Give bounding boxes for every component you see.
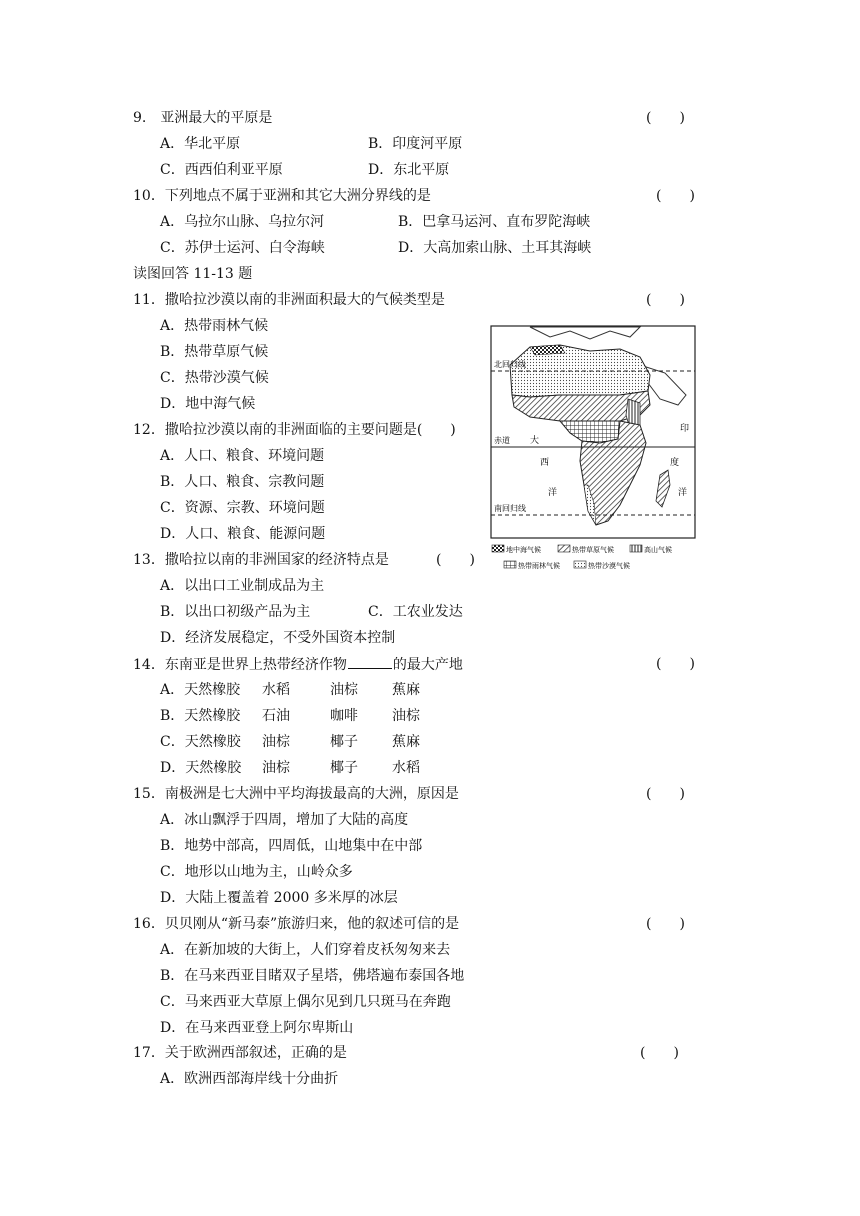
q9-option-d[interactable]: D．东北平原 [368,162,450,178]
q14-a-1: A．天然橡胶 [160,682,241,698]
legend-swatch-mediterranean [492,545,504,552]
q13-answer-paren[interactable]: ( ) [436,552,475,568]
q11-option-c[interactable]: C．热带沙漠气候 [160,370,269,386]
atlantic-label-1: 大 [530,435,540,445]
legend-savanna: 热带草原气候 [572,547,614,554]
q10-option-b[interactable]: B．巴拿马运河、直布罗陀海峡 [398,214,591,230]
q14-stem-post: 的最大产地 [392,657,463,673]
q10-option-c[interactable]: C．苏伊士运河、白令海峡 [160,240,325,256]
q14-option-c[interactable] [160,732,420,752]
q11-stem: 11．撒哈拉沙漠以南的非洲面积最大的气候类型是 [133,292,445,308]
q16-option-a[interactable]: A．在新加坡的大街上，人们穿着皮袄匆匆来去 [160,942,451,958]
q11-answer-paren[interactable]: ( ) [646,292,685,308]
legend-swatch-desert [574,561,586,568]
q14-option-d[interactable] [160,758,420,778]
indian-label-3: 洋 [678,487,688,497]
q9-stem: 9. 亚洲最大的平原是 [133,110,273,126]
q14-a-4: 蕉麻 [392,682,420,698]
q14-b-1: B．天然橡胶 [160,708,241,724]
q10-option-d[interactable]: D．大高加索山脉、土耳其海峡 [398,240,592,256]
legend-desert: 热带沙漠气候 [588,563,630,570]
q16-option-d[interactable]: D．在马来西亚登上阿尔卑斯山 [160,1020,354,1036]
q12-option-c[interactable]: C．资源、宗教、环境问题 [160,500,325,516]
q13-option-c[interactable]: C．工农业发达 [368,604,463,620]
q14-stem-pre: 14．东南亚是世界上热带经济作物 [133,657,347,673]
indian-label-1: 印 [680,423,690,433]
q13-option-b[interactable]: B．以出口初级产品为主 [160,604,311,620]
q15-answer-paren[interactable]: ( ) [646,786,685,802]
q10-option-a[interactable]: A．乌拉尔山脉、乌拉尔河 [160,214,325,230]
legend-mediterranean: 地中海气候 [506,547,541,554]
mediterranean-climate-north [530,345,565,355]
q9-option-a[interactable]: A．华北平原 [160,136,241,152]
q10-stem: 10．下列地点不属于亚洲和其它大洲分界线的是 [133,188,431,204]
q14-b-2: 石油 [262,708,290,724]
legend-swatch-rainforest [504,561,516,568]
q12-option-d[interactable]: D．人口、粮食、能源问题 [160,526,326,542]
map-legend [492,545,672,570]
q14-answer-paren[interactable]: ( ) [656,656,695,672]
legend-swatch-savanna [558,545,570,552]
q12-stem: 12．撒哈拉沙漠以南的非洲面临的主要问题是( ) [133,422,456,438]
q11-option-a[interactable]: A．热带雨林气候 [160,318,269,334]
q14-b-3: 咖啡 [330,708,358,724]
q15-option-c[interactable]: C．地形以山地为主，山岭众多 [160,864,353,880]
q15-option-b[interactable]: B．地势中部高，四周低，山地集中在中部 [160,838,423,854]
q13-stem: 13．撒哈拉以南的非洲国家的经济特点是 [133,552,389,568]
q14-c-1: C．天然橡胶 [160,734,241,750]
q14-c-4: 蕉麻 [392,734,420,750]
q16-answer-paren[interactable]: ( ) [646,916,685,932]
q14-option-a[interactable] [160,680,420,700]
q14-b-4: 油棕 [392,708,420,724]
q9-option-b[interactable]: B．印度河平原 [368,136,463,152]
q10-answer-paren[interactable]: ( ) [656,188,695,204]
q15-option-d[interactable]: D．大陆上覆盖着 2000 多米厚的冰层 [160,890,398,906]
sahara-desert-region [510,345,650,397]
q14-d-3: 椰子 [330,760,358,776]
q17-stem: 17．关于欧洲西部叙述，正确的是 [133,1045,347,1061]
q14-option-b[interactable] [160,706,420,726]
q16-option-b[interactable]: B．在马来西亚目睹双子星塔，佛塔遍布泰国各地 [160,968,465,984]
indian-label-2: 度 [670,457,680,467]
legend-rainforest: 热带雨林气候 [518,563,560,570]
q14-stem [133,654,463,675]
q9-option-c[interactable]: C．西西伯利亚平原 [160,162,283,178]
q14-d-1: D．天然橡胶 [160,760,242,776]
q14-a-2: 水稻 [262,682,290,698]
q11-option-b[interactable]: B．热带草原气候 [160,344,269,360]
q11-option-d[interactable]: D．地中海气候 [160,396,256,412]
q17-option-a[interactable]: A．欧洲西部海岸线十分曲折 [160,1071,339,1087]
q13-option-a[interactable]: A．以出口工业制成品为主 [160,578,325,594]
equator-label: 赤道 [494,436,510,445]
q17-answer-paren[interactable]: ( ) [640,1045,679,1061]
q16-stem: 16．贝贝刚从“新马泰”旅游归来，他的叙述可信的是 [133,916,460,932]
atlantic-label-3: 洋 [548,487,558,497]
q15-option-a[interactable]: A．冰山飘浮于四周，增加了大陆的高度 [160,812,409,828]
q14-c-2: 油棕 [262,734,290,750]
atlantic-label-2: 西 [540,457,550,467]
q13-option-d[interactable]: D．经济发展稳定，不受外国资本控制 [160,630,396,646]
q15-stem: 15．南极洲是七大洲中平均海拔最高的大洲，原因是 [133,786,459,802]
q14-d-4: 水稻 [392,760,420,776]
q12-option-a[interactable]: A．人口、粮食、环境问题 [160,448,325,464]
q16-option-c[interactable]: C．马来西亚大草原上偶尔见到几只斑马在奔跑 [160,994,451,1010]
q14-a-3: 油棕 [330,682,358,698]
q14-d-2: 油棕 [262,760,290,776]
tropic-s-label: 南回归线 [494,504,526,513]
q9-answer-paren[interactable]: ( ) [646,110,685,126]
legend-swatch-highland [630,545,642,552]
q14-blank[interactable] [348,654,392,669]
legend-highland: 高山气候 [644,547,672,554]
read-map-note: 读图回答 11-13 题 [133,266,253,282]
q14-c-3: 椰子 [330,734,358,750]
tropic-n-label: 北回归线 [494,360,526,369]
africa-climate-map [490,325,696,575]
q12-option-b[interactable]: B．人口、粮食、宗教问题 [160,474,325,490]
